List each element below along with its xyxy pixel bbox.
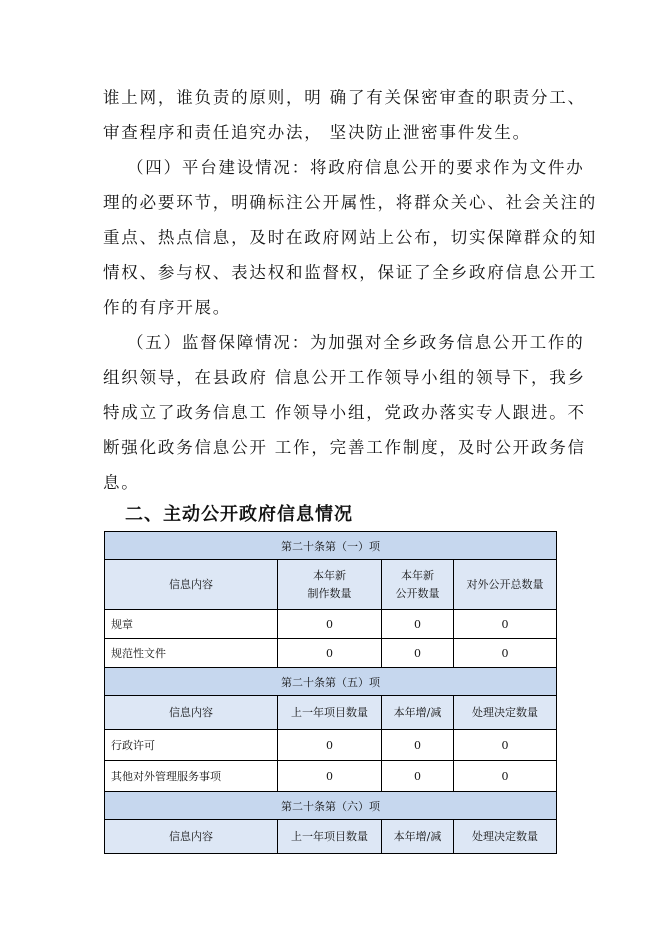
table-row xyxy=(105,610,557,639)
text-line: 断强化政务信息公开 工作，完善工作制度，及时公开政务信 xyxy=(103,438,586,457)
section-heading: 二、主动公开政府信息情况 xyxy=(125,504,353,525)
column-header: 处理决定数量 xyxy=(454,820,557,854)
column-header: 对外公开总数量 xyxy=(454,560,557,610)
section-title: 第二十条第（一）项 xyxy=(105,532,557,560)
row-label: 规章 xyxy=(105,610,278,639)
table-section-title-row xyxy=(105,532,557,560)
column-header: 本年增/减 xyxy=(382,696,454,730)
column-header: 上一年项目数量 xyxy=(278,820,382,854)
table-row xyxy=(105,730,557,761)
table-section-title-row xyxy=(105,792,557,820)
column-header: 上一年项目数量 xyxy=(278,696,382,730)
cell-value: 0 xyxy=(454,730,557,761)
section-title: 第二十条第（六）项 xyxy=(105,792,557,820)
table-row xyxy=(105,761,557,792)
text-line: 情权、参与权、表达权和监督权，保证了全乡政府信息公开工 xyxy=(103,263,598,282)
column-header: 处理决定数量 xyxy=(454,696,557,730)
row-label: 其他对外管理服务事项 xyxy=(105,761,278,792)
row-label: 行政许可 xyxy=(105,730,278,761)
cell-value: 0 xyxy=(278,639,382,668)
cell-value: 0 xyxy=(278,730,382,761)
text-line: 谁上网，谁负责的原则，明 确了有关保密审查的职责分工、 xyxy=(103,88,586,107)
text-line: 特成立了政务信息工 作领导小组，党政办落实专人跟进。不 xyxy=(103,403,586,422)
table-section-title-row xyxy=(105,668,557,696)
cell-value: 0 xyxy=(454,639,557,668)
table-header-row xyxy=(105,696,557,730)
cell-value: 0 xyxy=(278,761,382,792)
paragraph-platform-construction xyxy=(103,150,598,325)
cell-value: 0 xyxy=(382,761,454,792)
column-header: 信息内容 xyxy=(105,560,278,610)
text-line: 组织领导，在县政府 信息公开工作领导小组的领导下，我乡 xyxy=(103,368,586,387)
row-label: 规范性文件 xyxy=(105,639,278,668)
text-line: （四）平台建设情况：将政府信息公开的要求作为文件办 xyxy=(127,158,585,177)
disclosure-table xyxy=(104,531,557,854)
text-line: 重点、热点信息，及时在政府网站上公布，切实保障群众的知 xyxy=(103,228,598,247)
cell-value: 0 xyxy=(382,730,454,761)
cell-value: 0 xyxy=(382,639,454,668)
paragraph-confidentiality xyxy=(103,80,586,150)
column-header: 信息内容 xyxy=(105,820,278,854)
section-title: 第二十条第（五）项 xyxy=(105,668,557,696)
table-row xyxy=(105,639,557,668)
column-header: 本年新 公开数量 xyxy=(382,560,454,610)
column-header: 本年新 制作数量 xyxy=(278,560,382,610)
text-line: 理的必要环节，明确标注公开属性，将群众关心、社会关注的 xyxy=(103,193,598,212)
text-line: 作的有序开展。 xyxy=(103,298,232,317)
table-header-row xyxy=(105,560,557,610)
column-header: 本年增/减 xyxy=(382,820,454,854)
column-header: 信息内容 xyxy=(105,696,278,730)
table-header-row xyxy=(105,820,557,854)
cell-value: 0 xyxy=(382,610,454,639)
text-line: 息。 xyxy=(103,473,140,492)
text-line: 审查程序和责任追究办法， 坚决防止泄密事件发生。 xyxy=(103,123,531,142)
cell-value: 0 xyxy=(278,610,382,639)
text-line: （五）监督保障情况：为加强对全乡政务信息公开工作的 xyxy=(127,333,585,352)
cell-value: 0 xyxy=(454,610,557,639)
paragraph-supervision xyxy=(103,325,586,500)
cell-value: 0 xyxy=(454,761,557,792)
